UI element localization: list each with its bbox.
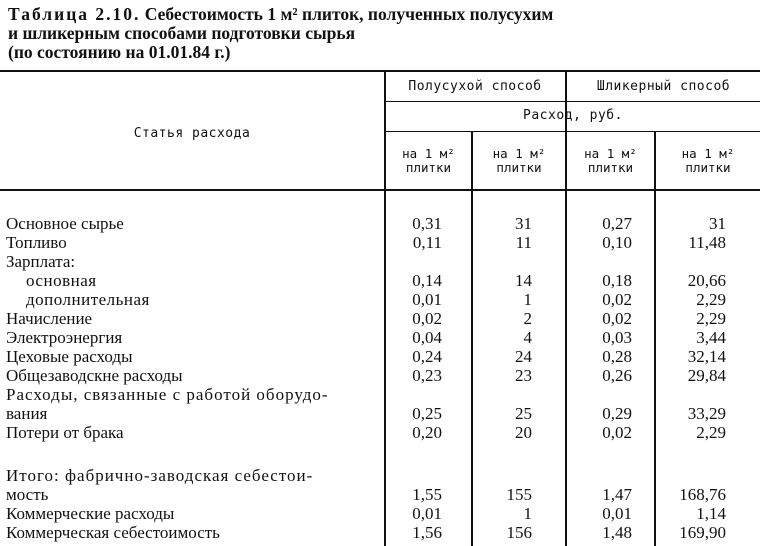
table-title <box>8 5 756 62</box>
header-bottom-rule <box>0 189 760 191</box>
row-label: Расходы, связанные с работой оборудо- <box>6 385 329 404</box>
row-label: Общезаводскне расходы <box>6 366 183 385</box>
table-row: основная 0,14 14 0,18 20,66 <box>26 271 726 290</box>
row-label: Электроэнергия <box>6 328 123 347</box>
title-line-2: и шликерным способами подготовки сырья <box>8 23 356 43</box>
row-label: мость <box>6 485 49 504</box>
row-label: Цеховые расходы <box>6 347 133 366</box>
table-row: Общезаводскне расходы 0,23 23 0,26 29,84 <box>6 366 726 385</box>
table-row: мость 1,55 155 1,47 168,76 <box>6 485 726 504</box>
row-label: Топливо <box>6 233 67 252</box>
item-column-header: Статья расхода <box>133 126 251 141</box>
row-label: дополнительная <box>26 290 150 309</box>
title-line-1: Себестоимость 1 м² плиток, полученных полусухим <box>144 4 554 24</box>
subheader-1: на 1 м² плитки <box>402 146 455 175</box>
table-row: Коммерческая себестоимость 1,56 156 1,48 169,90 <box>6 523 726 542</box>
table-row: дополнительная 0,01 1 0,02 2,29 <box>26 290 726 309</box>
table-row: Электроэнергия 0,04 4 0,03 3,44 <box>6 328 726 347</box>
unit-rule <box>384 131 760 132</box>
table-row <box>0 385 760 404</box>
row-label: Начисление <box>6 309 93 328</box>
row-label: Зарплата: <box>6 252 76 271</box>
table-row <box>0 252 760 271</box>
row-label: основная <box>26 271 97 290</box>
table-row: Топливо 0,11 11 0,10 11,48 <box>6 233 726 252</box>
row-label: Коммерческая себестоимость <box>6 523 220 542</box>
subheader-4: на 1 м² плитки <box>681 146 735 175</box>
table-number: Таблица 2.10. <box>8 4 141 24</box>
row-label: Коммерческие расходы <box>6 504 175 523</box>
subheader-2: на 1 м² плитки <box>492 146 546 175</box>
subheader-3: на 1 м² плитки <box>584 146 637 175</box>
row-label: Потери от брака <box>6 423 124 442</box>
table-row: Цеховые расходы 0,24 24 0,28 32,14 <box>6 347 726 366</box>
expense-unit-header: Расход, руб. <box>523 108 623 123</box>
table-row: Потери от брака 0,20 20 0,02 2,29 <box>6 423 726 442</box>
row-label: Итого: фабрично-заводская себестои- <box>6 466 314 485</box>
table-row: вания 0,25 25 0,29 33,29 <box>6 404 726 423</box>
header-top-rule <box>0 70 760 72</box>
row-label: вания <box>6 404 48 423</box>
method-rule <box>384 101 760 102</box>
dry-method-header: Полусухой способ <box>408 79 542 94</box>
row-label: Основное сырье <box>6 214 124 233</box>
slip-method-header: Шликерный способ <box>596 79 731 94</box>
table-row <box>0 466 760 485</box>
table-row: Начисление 0,02 2 0,02 2,29 <box>6 309 726 328</box>
table-row: Коммерческие расходы 0,01 1 0,01 1,14 <box>6 504 726 523</box>
table-row: Основное сырье 0,31 31 0,27 31 <box>6 214 726 233</box>
title-line-3: (по состоянию на 01.01.84 г.) <box>8 42 231 62</box>
